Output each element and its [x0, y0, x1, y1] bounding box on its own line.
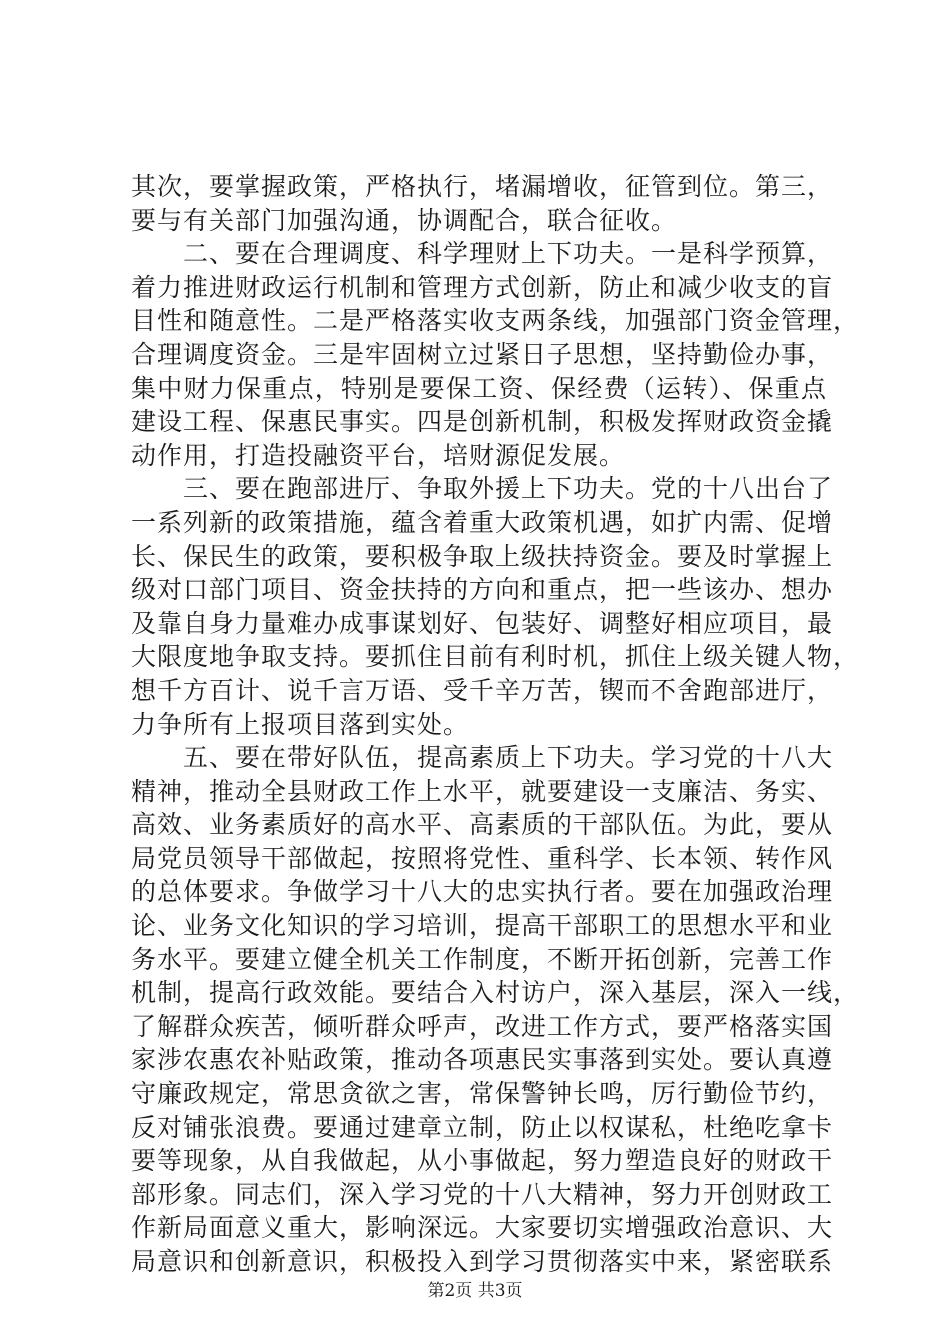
text-line: 要与有关部门加强沟通，协调配合，联合征收。: [131, 205, 678, 235]
text-line: 其次，要掌握政策，严格执行，堵漏增收，征管到位。第三，: [131, 172, 834, 201]
text-line: 局党员领导干部做起，按照将党性、重科学、长本领、转作风: [131, 843, 834, 873]
text-line: 机制，提高行政效能。要结合入村访户，深入基层，深入一线，: [131, 978, 860, 1008]
text-line: 精神，推动全县财政工作上水平，就要建设一支廉洁、务实、: [131, 776, 834, 806]
text-line: 要等现象，从自我做起，从小事做起，努力塑造良好的财政干: [131, 1146, 834, 1176]
text-line: 建设工程、保惠民事实。四是创新机制，积极发挥财政资金撬: [131, 407, 834, 437]
text-line: 及靠自身力量难办成事谋划好、包装好、调整好相应项目，最: [131, 608, 834, 638]
text-line: 三、要在跑部进厅、争取外援上下功夫。党的十八出台了: [131, 474, 834, 504]
text-line: 集中财力保重点，特别是要保工资、保经费（运转）、保重点: [131, 373, 827, 403]
page-footer: [0, 1276, 950, 1301]
text-line: 动作用，打造投融资平台，培财源促发展。: [131, 440, 626, 470]
text-line: 高效、业务素质好的高水平、高素质的干部队伍。为此，要从: [131, 810, 834, 840]
text-line: 着力推进财政运行机制和管理方式创新，防止和减少收支的盲: [131, 272, 834, 302]
text-line: 目性和随意性。二是严格落实收支两条线，加强部门资金管理，: [131, 306, 860, 336]
text-line: 作新局面意义重大，影响深远。大家要切实增强政治意识、大: [131, 1213, 834, 1243]
text-line: 一系列新的政策措施，蕴含着重大政策机遇，如扩内需、促增: [131, 507, 834, 537]
text-line: 局意识和创新意识，积极投入到学习贯彻落实中来，紧密联系: [131, 1247, 834, 1276]
text-line: 论、业务文化知识的学习培训，提高干部职工的思想水平和业: [131, 911, 834, 941]
text-line: 大限度地争取支持。要抓住目前有利时机，抓住上级关键人物，: [131, 642, 860, 672]
text-line: 力争所有上报项目落到实处。: [131, 709, 470, 739]
text-line: 想千方百计、说千言万语、受千辛万苦，锲而不舍跑部进厅，: [131, 675, 834, 705]
text-line: 了解群众疾苦，倾听群众呼声，改进工作方式，要严格落实国: [131, 1011, 834, 1041]
document-body: [131, 170, 860, 1279]
text-line: 部形象。同志们，深入学习党的十八大精神，努力开创财政工: [131, 1179, 834, 1209]
text-line: 长、保民生的政策，要积极争取上级扶持资金。要及时掌握上: [131, 541, 834, 571]
text-line: 五、要在带好队伍，提高素质上下功夫。学习党的十八大: [131, 743, 834, 773]
text-line: 的总体要求。争做学习十八大的忠实执行者。要在加强政治理: [131, 877, 834, 907]
text-line: 反对铺张浪费。要通过建章立制，防止以权谋私，杜绝吃拿卡: [131, 1112, 834, 1142]
text-line: 务水平。要建立健全机关工作制度，不断开拓创新，完善工作: [131, 944, 834, 974]
text-line: 家涉农惠农补贴政策，推动各项惠民实事落到实处。要认真遵: [131, 1045, 834, 1075]
text-line: 合理调度资金。三是牢固树立过紧日子思想，坚持勤俭办事，: [131, 339, 834, 369]
text-line: 守廉政规定，常思贪欲之害，常保警钟长鸣，厉行勤俭节约，: [131, 1079, 834, 1109]
text-line: 级对口部门项目、资金扶持的方向和重点，把一些该办、想办: [131, 575, 834, 605]
text-line: 二、要在合理调度、科学理财上下功夫。一是科学预算，: [131, 239, 834, 269]
page-number-label: 第2页 共3页: [427, 1281, 523, 1301]
